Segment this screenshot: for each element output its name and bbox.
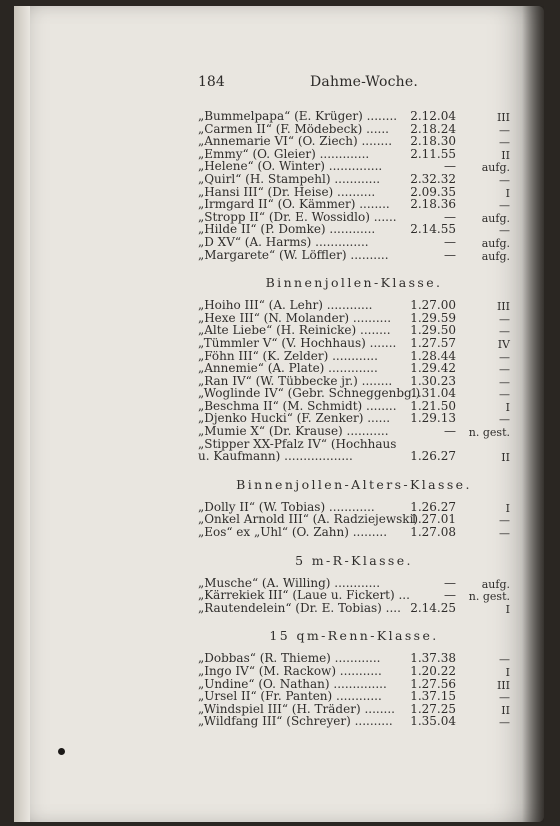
placing: II xyxy=(501,148,510,162)
boat-entry: „Stipper XX-Pfalz IV“ (Hochhaus xyxy=(198,436,397,451)
finish-time: 2.18.30 xyxy=(410,134,456,149)
finish-time: 1.28.44 xyxy=(410,348,456,363)
finish-time: 1.29.42 xyxy=(410,361,456,376)
boat-entry: „Undine“ (O. Nathan) .............. xyxy=(198,676,387,691)
placing: aufg. xyxy=(481,161,510,175)
placing: III xyxy=(496,111,510,124)
finish-time: 2.18.36 xyxy=(410,197,456,212)
boat-entry: „Musche“ (A. Willing) ............ xyxy=(198,575,381,590)
boat-entry: „Hilde II“ (P. Domke) ............ xyxy=(198,222,376,237)
placing: — xyxy=(499,123,510,137)
finish-time: — xyxy=(444,209,456,224)
result-row xyxy=(198,299,510,312)
boat-entry: „Föhn III“ (K. Zelder) ............ xyxy=(198,348,378,363)
placing: — xyxy=(499,413,510,427)
result-row xyxy=(198,110,510,123)
finish-time: — xyxy=(444,247,456,262)
placing: n. gest. xyxy=(468,590,510,604)
finish-time: 2.18.24 xyxy=(410,121,456,136)
result-row xyxy=(198,690,510,703)
boat-entry: „Ran IV“ (W. Tübbecke jr.) ........ xyxy=(198,373,393,388)
section-title: Binnenjollen-Klasse. xyxy=(265,275,443,291)
section-spacer xyxy=(198,463,510,477)
page-edge-shadow xyxy=(522,6,544,822)
book-page xyxy=(14,6,544,822)
result-row xyxy=(198,198,510,211)
placing: I xyxy=(505,186,510,200)
boat-entry: „Hoiho III“ (A. Lehr) ............ xyxy=(198,298,373,313)
finish-time: 2.09.35 xyxy=(410,184,456,199)
section-title: Binnenjollen-Alters-Klasse. xyxy=(236,476,472,492)
finish-time: 1.21.50 xyxy=(410,398,456,413)
finish-time: — xyxy=(444,575,456,590)
boat-entry: „Dobbas“ (R. Thieme) ............ xyxy=(198,651,381,666)
boat-entry: „Mumie X“ (Dr. Krause) ........... xyxy=(198,424,389,439)
finish-time: 2.14.25 xyxy=(410,600,456,615)
section-title: 5 m-R-Klasse. xyxy=(295,552,413,568)
placing: n. gest. xyxy=(468,426,510,440)
boat-entry: „Beschma II“ (M. Schmidt) ........ xyxy=(198,398,397,413)
boat-entry: „Annemarie VI“ (O. Ziech) ........ xyxy=(198,134,393,149)
boat-entry: „Woglinde IV“ (Gebr. Schneggenbg.) xyxy=(198,386,421,401)
finish-time: 1.29.13 xyxy=(410,411,456,426)
boat-entry: „Quirl“ (H. Stampehl) ............ xyxy=(198,171,381,186)
finish-time: 1.26.27 xyxy=(410,449,456,464)
finish-time: 1.27.56 xyxy=(410,676,456,691)
page-gutter xyxy=(14,6,30,822)
finish-time: 2.14.55 xyxy=(410,222,456,237)
finish-time: 1.26.27 xyxy=(410,499,456,514)
boat-entry: „Windspiel III“ (H. Träder) ........ xyxy=(198,701,395,716)
placing: — xyxy=(499,653,510,667)
placing: I xyxy=(505,400,510,414)
section-spacer xyxy=(198,539,510,553)
ink-dot xyxy=(58,748,65,755)
finish-time: 1.20.22 xyxy=(410,664,456,678)
finish-time: 2.12.04 xyxy=(410,109,456,123)
placing: — xyxy=(499,363,510,377)
placing: I xyxy=(505,501,510,515)
placing: II xyxy=(501,451,510,465)
placing: — xyxy=(499,527,510,541)
finish-time: 1.37.38 xyxy=(410,651,456,666)
result-row xyxy=(198,665,510,678)
result-row xyxy=(198,362,510,375)
boat-entry: „Dolly II“ (W. Tobias) ............ xyxy=(198,499,375,514)
boat-entry: „Eos“ ex „Uhl“ (O. Zahn) ......... xyxy=(198,525,388,540)
finish-time: 1.29.59 xyxy=(410,310,456,325)
running-title: Dahme-Woche. xyxy=(310,74,418,90)
finish-time: 1.27.25 xyxy=(410,701,456,716)
result-row xyxy=(198,135,510,148)
boat-entry: „Onkel Arnold III“ (A. Radziejewski) xyxy=(198,512,419,527)
result-row xyxy=(198,425,510,438)
boat-entry: „Annemie“ (A. Plate) ............. xyxy=(198,361,378,376)
section-title: 15 qm-Renn-Klasse. xyxy=(269,628,439,644)
placing: III xyxy=(496,300,510,314)
boat-entry: „Alte Liebe“ (H. Reinicke) ........ xyxy=(198,323,391,338)
boat-entry: u. Kaufmann) .................. xyxy=(198,449,353,464)
result-row xyxy=(198,589,510,602)
boat-entry: „Hexe III“ (N. Molander) .......... xyxy=(198,310,392,325)
placing: — xyxy=(499,224,510,238)
section-spacer xyxy=(198,614,510,628)
placing: — xyxy=(499,325,510,339)
result-row xyxy=(198,249,510,262)
placing: II xyxy=(501,703,510,717)
placing: — xyxy=(499,136,510,150)
boat-entry: „Irmgard II“ (O. Kämmer) ........ xyxy=(198,197,390,212)
placing: IV xyxy=(497,337,510,351)
placing: — xyxy=(499,691,510,705)
boat-entry: „Margarete“ (W. Löffler) .......... xyxy=(198,247,389,262)
placing: — xyxy=(499,312,510,326)
result-row xyxy=(198,526,510,539)
result-row xyxy=(198,602,510,615)
finish-time: — xyxy=(444,159,456,174)
finish-time: 1.30.23 xyxy=(410,373,456,388)
finish-time: 2.11.55 xyxy=(410,146,456,161)
finish-time: 1.27.57 xyxy=(410,335,456,350)
finish-time: 1.29.50 xyxy=(410,323,456,338)
boat-entry: „Hansi III“ (Dr. Heise) .......... xyxy=(198,184,376,199)
placing: — xyxy=(499,375,510,389)
finish-time: — xyxy=(444,588,456,603)
placing: — xyxy=(499,350,510,364)
placing: aufg. xyxy=(481,577,510,591)
placing: — xyxy=(499,388,510,402)
placing: I xyxy=(505,666,510,679)
finish-time: 2.32.32 xyxy=(410,171,456,186)
finish-time: 1.27.00 xyxy=(410,298,456,313)
page-number: 184 xyxy=(198,74,225,90)
result-row xyxy=(198,337,510,350)
finish-time: 1.31.04 xyxy=(410,386,456,401)
finish-time: — xyxy=(444,234,456,249)
placing: — xyxy=(499,173,510,187)
placing: aufg. xyxy=(481,236,510,250)
boat-entry: „Bummelpapa“ (E. Krüger) ........ xyxy=(198,109,398,123)
placing: III xyxy=(496,678,510,692)
boat-entry: „Carmen II“ (F. Mödebeck) ...... xyxy=(198,121,389,136)
placing: aufg. xyxy=(481,249,510,263)
finish-time: 1.27.08 xyxy=(410,525,456,540)
boat-entry: „Helene“ (O. Winter) .............. xyxy=(198,159,383,174)
boat-entry: „Emmy“ (O. Gleier) ............. xyxy=(198,146,370,161)
boat-entry: „Ursel II“ (Fr. Panten) ............ xyxy=(198,689,382,704)
placing: — xyxy=(499,514,510,528)
result-row xyxy=(198,387,510,400)
boat-entry: „Djenko Hucki“ (F. Zenker) ...... xyxy=(198,411,391,426)
finish-time: 1.35.04 xyxy=(410,714,456,729)
result-row xyxy=(198,173,510,186)
result-row xyxy=(198,715,510,728)
section-spacer xyxy=(198,261,510,275)
boat-entry: „Ingo IV“ (M. Rackow) ........... xyxy=(198,664,382,678)
placing: — xyxy=(499,716,510,730)
placing: — xyxy=(499,199,510,213)
boat-entry: „D XV“ (A. Harms) .............. xyxy=(198,234,369,249)
boat-entry: „Rautendelein“ (Dr. E. Tobias) .... xyxy=(198,600,401,615)
finish-time: 1.37.15 xyxy=(410,689,456,704)
boat-entry: „Stropp II“ (Dr. E. Wossidlo) ...... xyxy=(198,209,397,224)
finish-time: 1.27.01 xyxy=(410,512,456,527)
result-row xyxy=(198,236,510,249)
boat-entry: „Wildfang III“ (Schreyer) .......... xyxy=(198,714,393,729)
result-row xyxy=(198,450,510,463)
placing: aufg. xyxy=(481,211,510,225)
boat-entry: „Tümmler V“ (V. Hochhaus) ....... xyxy=(198,335,397,350)
finish-time: — xyxy=(444,424,456,439)
placing: I xyxy=(505,602,510,616)
boat-entry: „Kärrekiek III“ (Laue u. Fickert) ... xyxy=(198,588,410,603)
results-list xyxy=(198,110,510,728)
